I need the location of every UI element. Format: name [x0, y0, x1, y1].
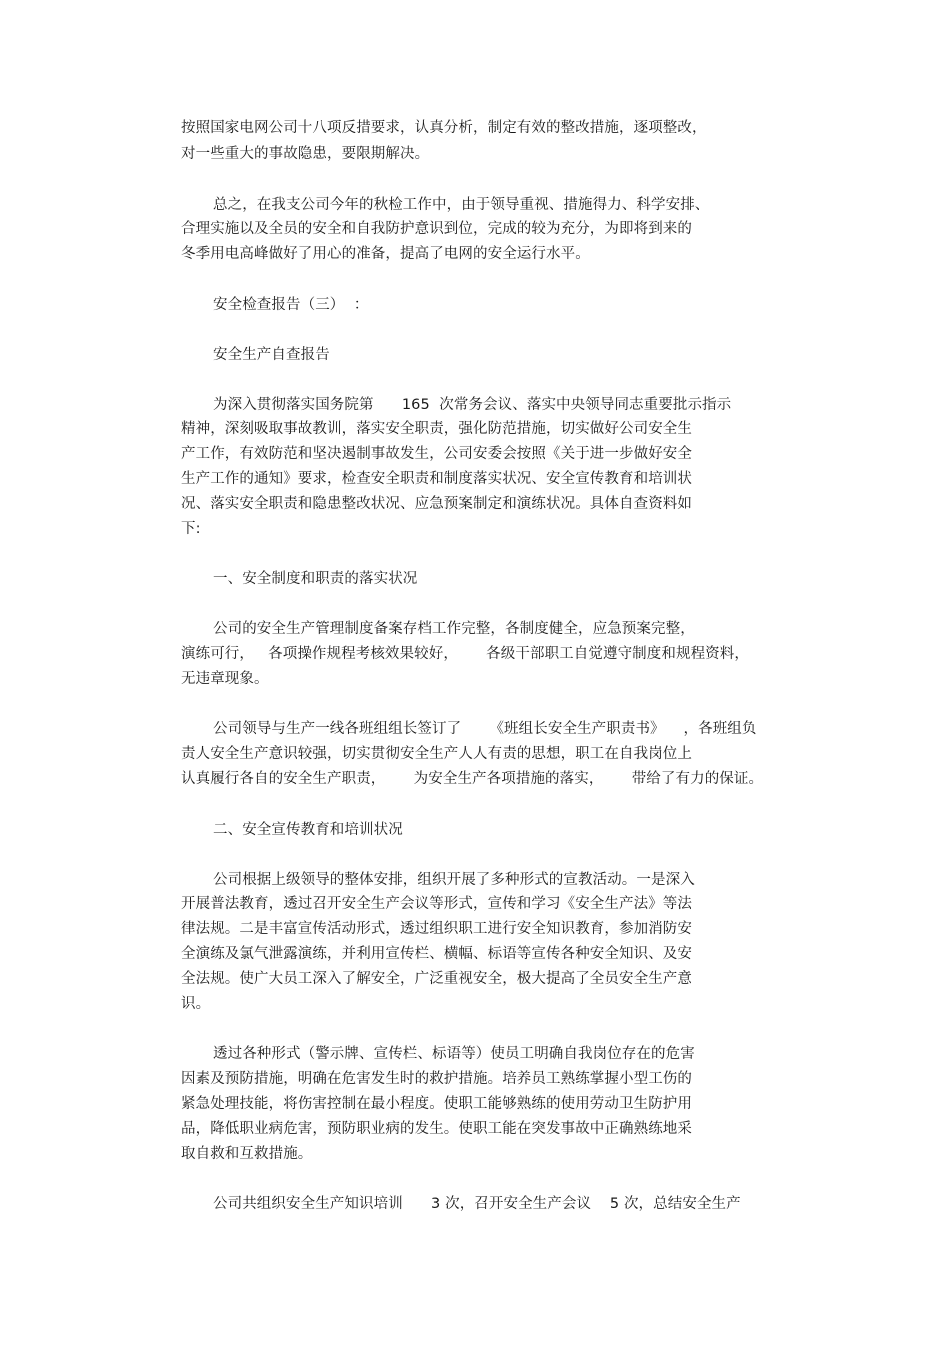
text-line: 下: — [181, 521, 201, 537]
text-line: 因素及预防措施，明确在危害发生时的救护措施。培养员工熟练掌握小型工伤的 — [181, 1071, 692, 1087]
text-line: 为深入贯彻落实国务院第 165 次常务会议、落实中央领导同志重要批示指示 — [213, 397, 732, 413]
text-line: 总之，在我支公司今年的秋检工作中，由于领导重视、措施得力、科学安排、 — [213, 197, 710, 213]
text-line: 冬季用电高峰做好了用心的准备，提高了电网的安全运行水平。 — [181, 246, 590, 262]
text-line: 合理实施以及全员的安全和自我防护意识到位，完成的较为充分，为即将到来的 — [181, 221, 692, 237]
text-line: 认真履行各自的安全生产职责， 为安全生产各项措施的落实， 带给了有力的保证。 — [181, 771, 764, 787]
text-line: 对一些重大的事故隐患，要限期解决。 — [181, 146, 430, 162]
text-line: 责人安全生产意识较强，切实贯彻安全生产人人有责的思想，职工在自我岗位上 — [181, 746, 692, 762]
text-line: 全演练及氯气泄露演练，并利用宣传栏、横幅、标语等宣传各种安全知识、及安 — [181, 946, 692, 962]
text-line: 开展普法教育，透过召开安全生产会议等形式，宣传和学习《安全生产法》等法 — [181, 896, 692, 912]
report-title: 安全生产自查报告 — [213, 347, 330, 363]
section-heading: 二、安全宣传教育和培训状况 — [213, 822, 403, 838]
text-line: 公司共组织安全生产知识培训 3 次，召开安全生产会议 5 次，总结安全生产 — [213, 1196, 741, 1212]
text-line: 精神，深刻吸取事故教训，落实安全职责，强化防范措施，切实做好公司安全生 — [181, 421, 692, 437]
text-line: 况、落实安全职责和隐患整改状况、应急预案制定和演练状况。具体自查资料如 — [181, 496, 692, 512]
section-heading: 安全检查报告（三） ： — [213, 297, 369, 313]
text-line: 律法规。二是丰富宣传活动形式，透过组织职工进行安全知识教育，参加消防安 — [181, 921, 692, 937]
text-line: 按照国家电网公司十八项反措要求，认真分析，制定有效的整改措施，逐项整改， — [181, 120, 707, 136]
text-line: 无违章现象。 — [181, 671, 269, 687]
text-line: 产工作，有效防范和坚决遏制事故发生，公司安委会按照《关于进一步做好安全 — [181, 446, 692, 462]
text-line: 全法规。使广大员工深入了解安全，广泛重视安全，极大提高了全员安全生产意 — [181, 971, 692, 987]
text-line: 品，降低职业病危害，预防职业病的发生。使职工能在突发事故中正确熟练地采 — [181, 1121, 692, 1137]
text-line: 识。 — [181, 996, 211, 1012]
text-line: 紧急处理技能，将伤害控制在最小程度。使职工能够熟练的使用劳动卫生防护用 — [181, 1096, 692, 1112]
text-line: 取自救和互救措施。 — [181, 1146, 313, 1162]
text-line: 透过各种形式（警示牌、宣传栏、标语等）使员工明确自我岗位存在的危害 — [213, 1046, 695, 1062]
text-line: 演练可行， 各项操作规程考核效果较好， 各级干部职工自觉遵守制度和规程资料， — [181, 646, 749, 662]
section-heading: 一、安全制度和职责的落实状况 — [213, 571, 418, 587]
text-line: 生产工作的通知》要求，检查安全职责和制度落实状况、安全宣传教育和培训状 — [181, 471, 692, 487]
text-line: 公司的安全生产管理制度备案存档工作完整，各制度健全，应急预案完整， — [213, 621, 695, 637]
text-line: 公司根据上级领导的整体安排，组织开展了多种形式的宣教活动。一是深入 — [213, 872, 695, 888]
text-line: 公司领导与生产一线各班组组长签订了 《班组长安全生产职责书》 ，各班组负 — [213, 721, 757, 737]
